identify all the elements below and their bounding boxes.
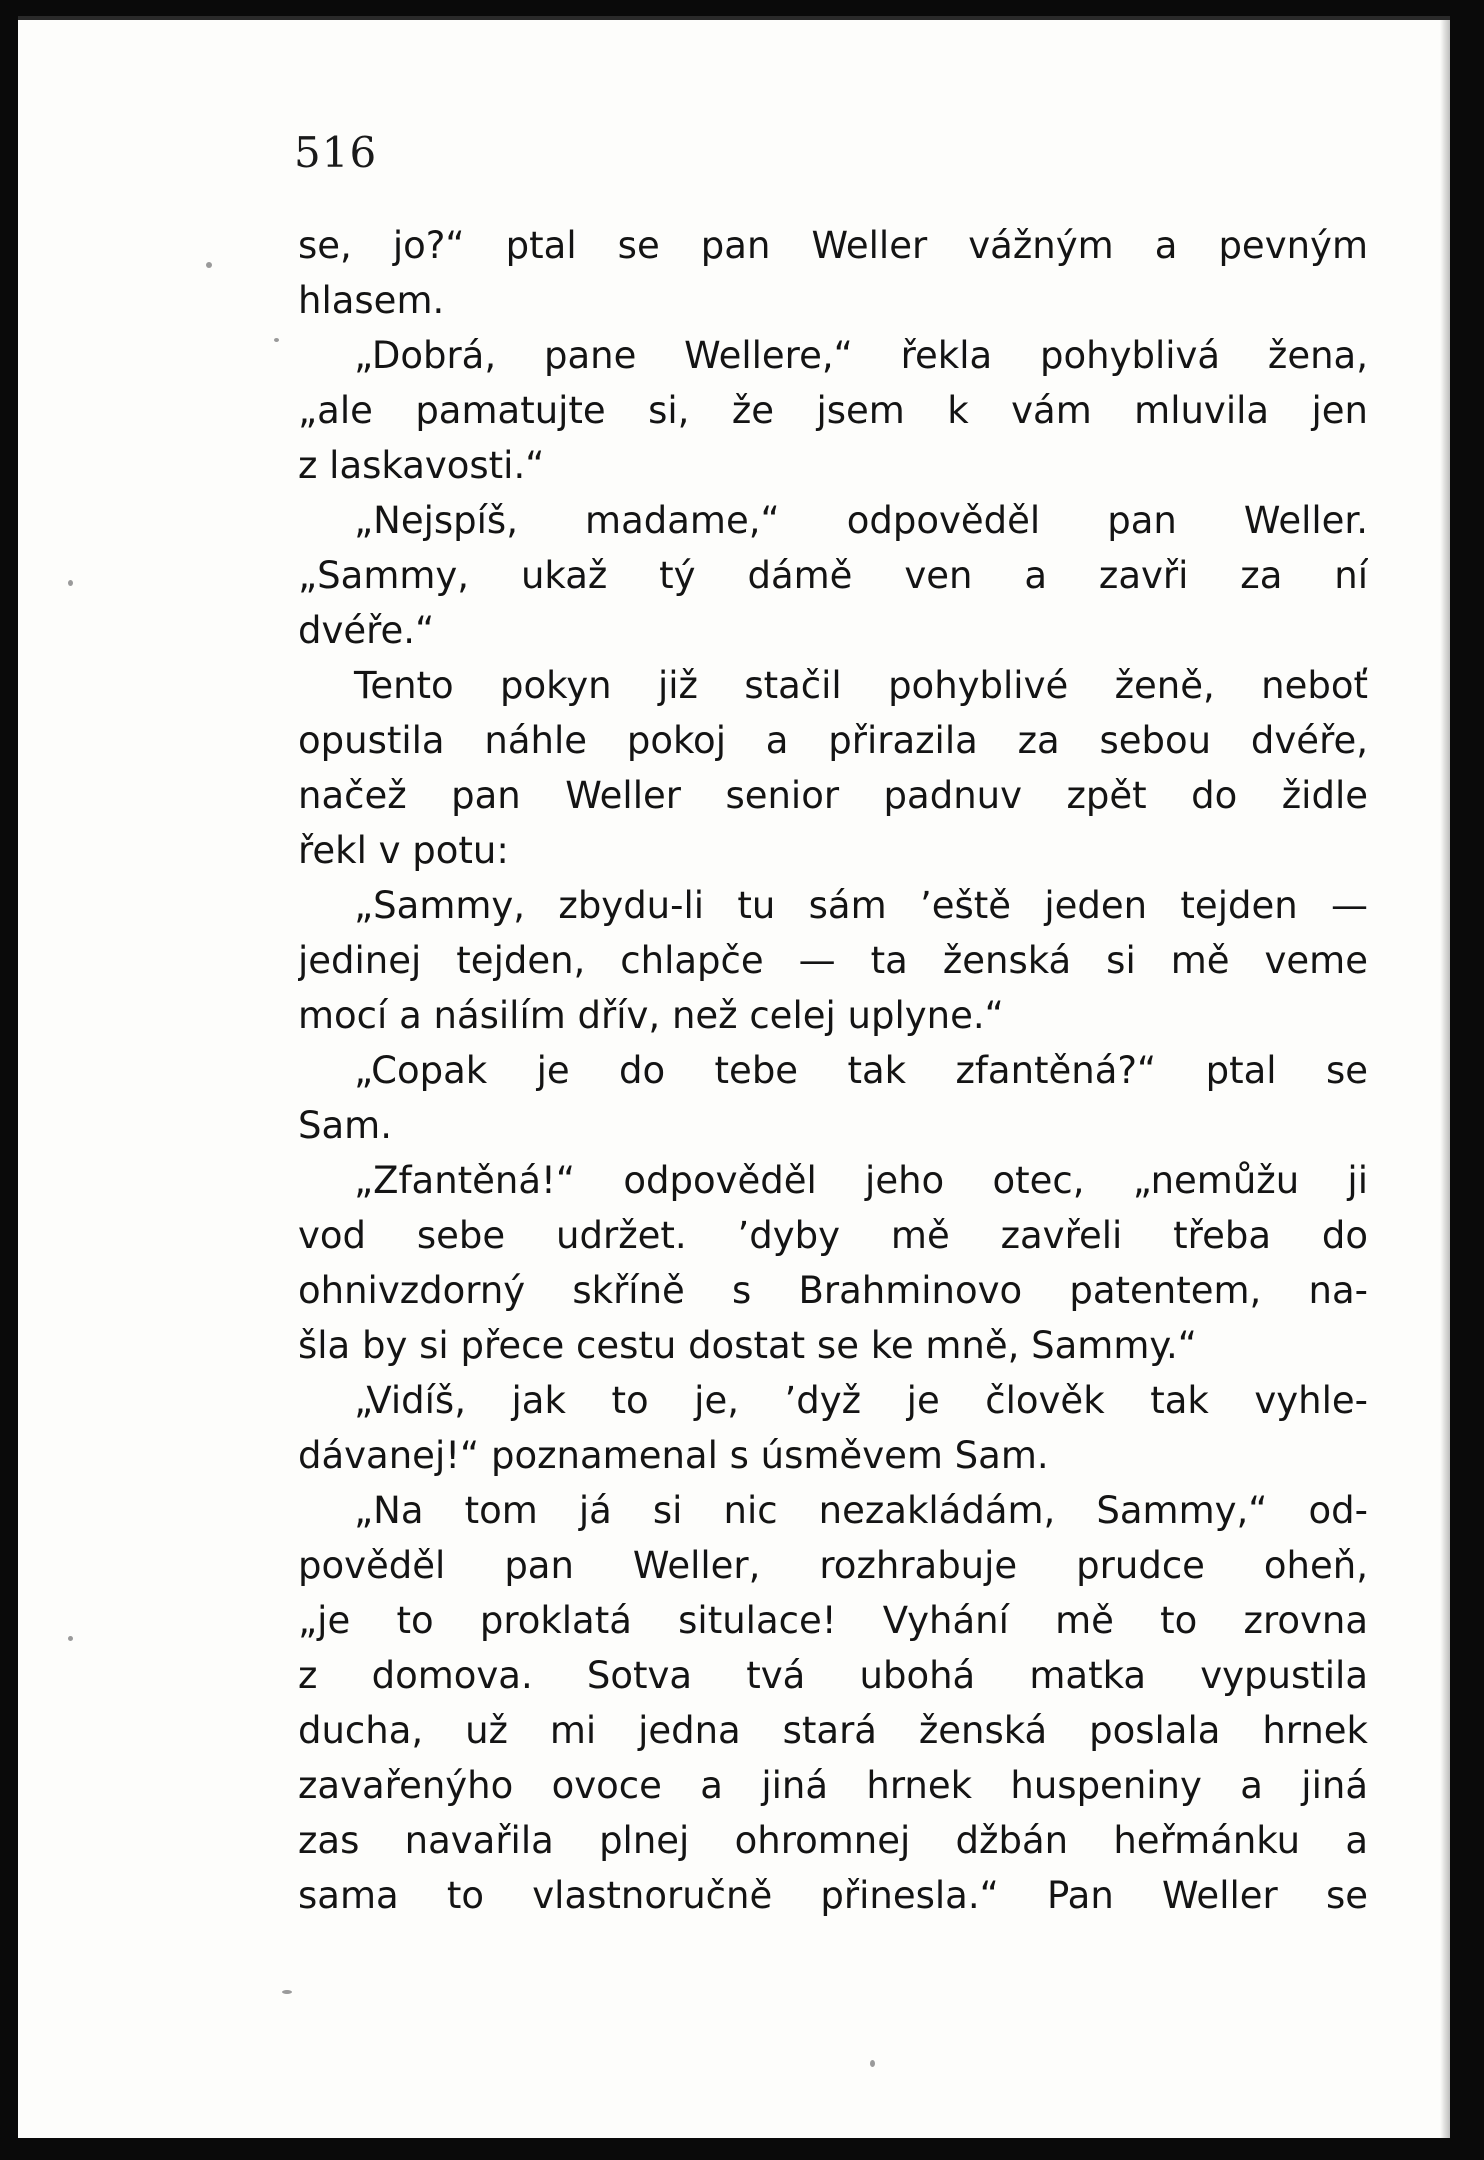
page-number: 516 [294, 128, 378, 177]
print-speck [274, 338, 279, 342]
text-line: načež pan Weller senior padnuv zpět do židle [298, 774, 1368, 817]
text-line: ducha, už mi jedna stará ženská poslala hrnek [298, 1709, 1368, 1752]
text-line: Tento pokyn již stačil pohyblivé ženě, neboť [354, 664, 1368, 707]
text-line: sama to vlastnoručně přinesla.“ Pan Weller se [298, 1874, 1368, 1917]
print-speck [870, 2060, 875, 2067]
text-line: „Nejspíš, madame,“ odpověděl pan Weller. [354, 499, 1368, 542]
text-line: hlasem. [298, 279, 445, 322]
text-line: zas navařila plnej ohromnej džbán heřmánku a [298, 1819, 1368, 1862]
text-line: Sam. [298, 1104, 392, 1147]
text-line: vod sebe udržet. ’dyby mě zavřeli třeba do [298, 1214, 1368, 1257]
text-line: „je to proklatá situlace! Vyhání mě to zrovna [298, 1599, 1368, 1642]
text-line: řekl v potu: [298, 829, 509, 872]
text-line: „Sammy, zbydu-li tu sám ’eště jeden tejden — [354, 884, 1368, 927]
print-speck [282, 1990, 292, 1994]
text-line: pověděl pan Weller, rozhrabuje prudce oheň, [298, 1544, 1368, 1587]
text-line: ohnivzdorný skříně s Brahminovo patentem, na- [298, 1269, 1368, 1312]
text-line: jedinej tejden, chlapče — ta ženská si mě veme [298, 939, 1368, 982]
print-speck [68, 580, 73, 586]
text-line: „Sammy, ukaž tý dámě ven a zavři za ní [298, 554, 1368, 597]
text-line: „Zfantěná!“ odpověděl jeho otec, „nemůžu ji [354, 1159, 1368, 1202]
text-line: „ale pamatujte si, že jsem k vám mluvila jen [298, 389, 1368, 432]
text-line: z domova. Sotva tvá ubohá matka vypustila [298, 1654, 1368, 1697]
text-line: zavařenýho ovoce a jiná hrnek huspeniny a jiná [298, 1764, 1368, 1807]
text-line: opustila náhle pokoj a přirazila za sebou dvéře, [298, 719, 1368, 762]
text-line: dvéře.“ [298, 609, 435, 652]
text-line: šla by si přece cestu dostat se ke mně, Sammy.“ [298, 1324, 1197, 1367]
page-edge-shadow [1440, 20, 1450, 2138]
text-line: se, jo?“ ptal se pan Weller vážným a pevným [298, 224, 1368, 267]
text-line: „Dobrá, pane Wellere,“ řekla pohyblivá žena, [354, 334, 1368, 377]
print-speck [68, 1636, 73, 1641]
text-line: dávanej!“ poznamenal s úsměvem Sam. [298, 1434, 1049, 1477]
text-line: z laskavosti.“ [298, 444, 545, 487]
text-line: „Vidíš, jak to je, ’dyž je člověk tak vyhle- [354, 1379, 1368, 1422]
print-speck [206, 262, 212, 268]
text-line: „Na tom já si nic nezakládám, Sammy,“ od- [354, 1489, 1368, 1532]
text-line: mocí a násilím dřív, než celej uplyne.“ [298, 994, 1004, 1037]
book-page [18, 16, 1450, 2138]
text-line: „Copak je do tebe tak zfantěná?“ ptal se [354, 1049, 1368, 1092]
body-text [298, 218, 1368, 1923]
